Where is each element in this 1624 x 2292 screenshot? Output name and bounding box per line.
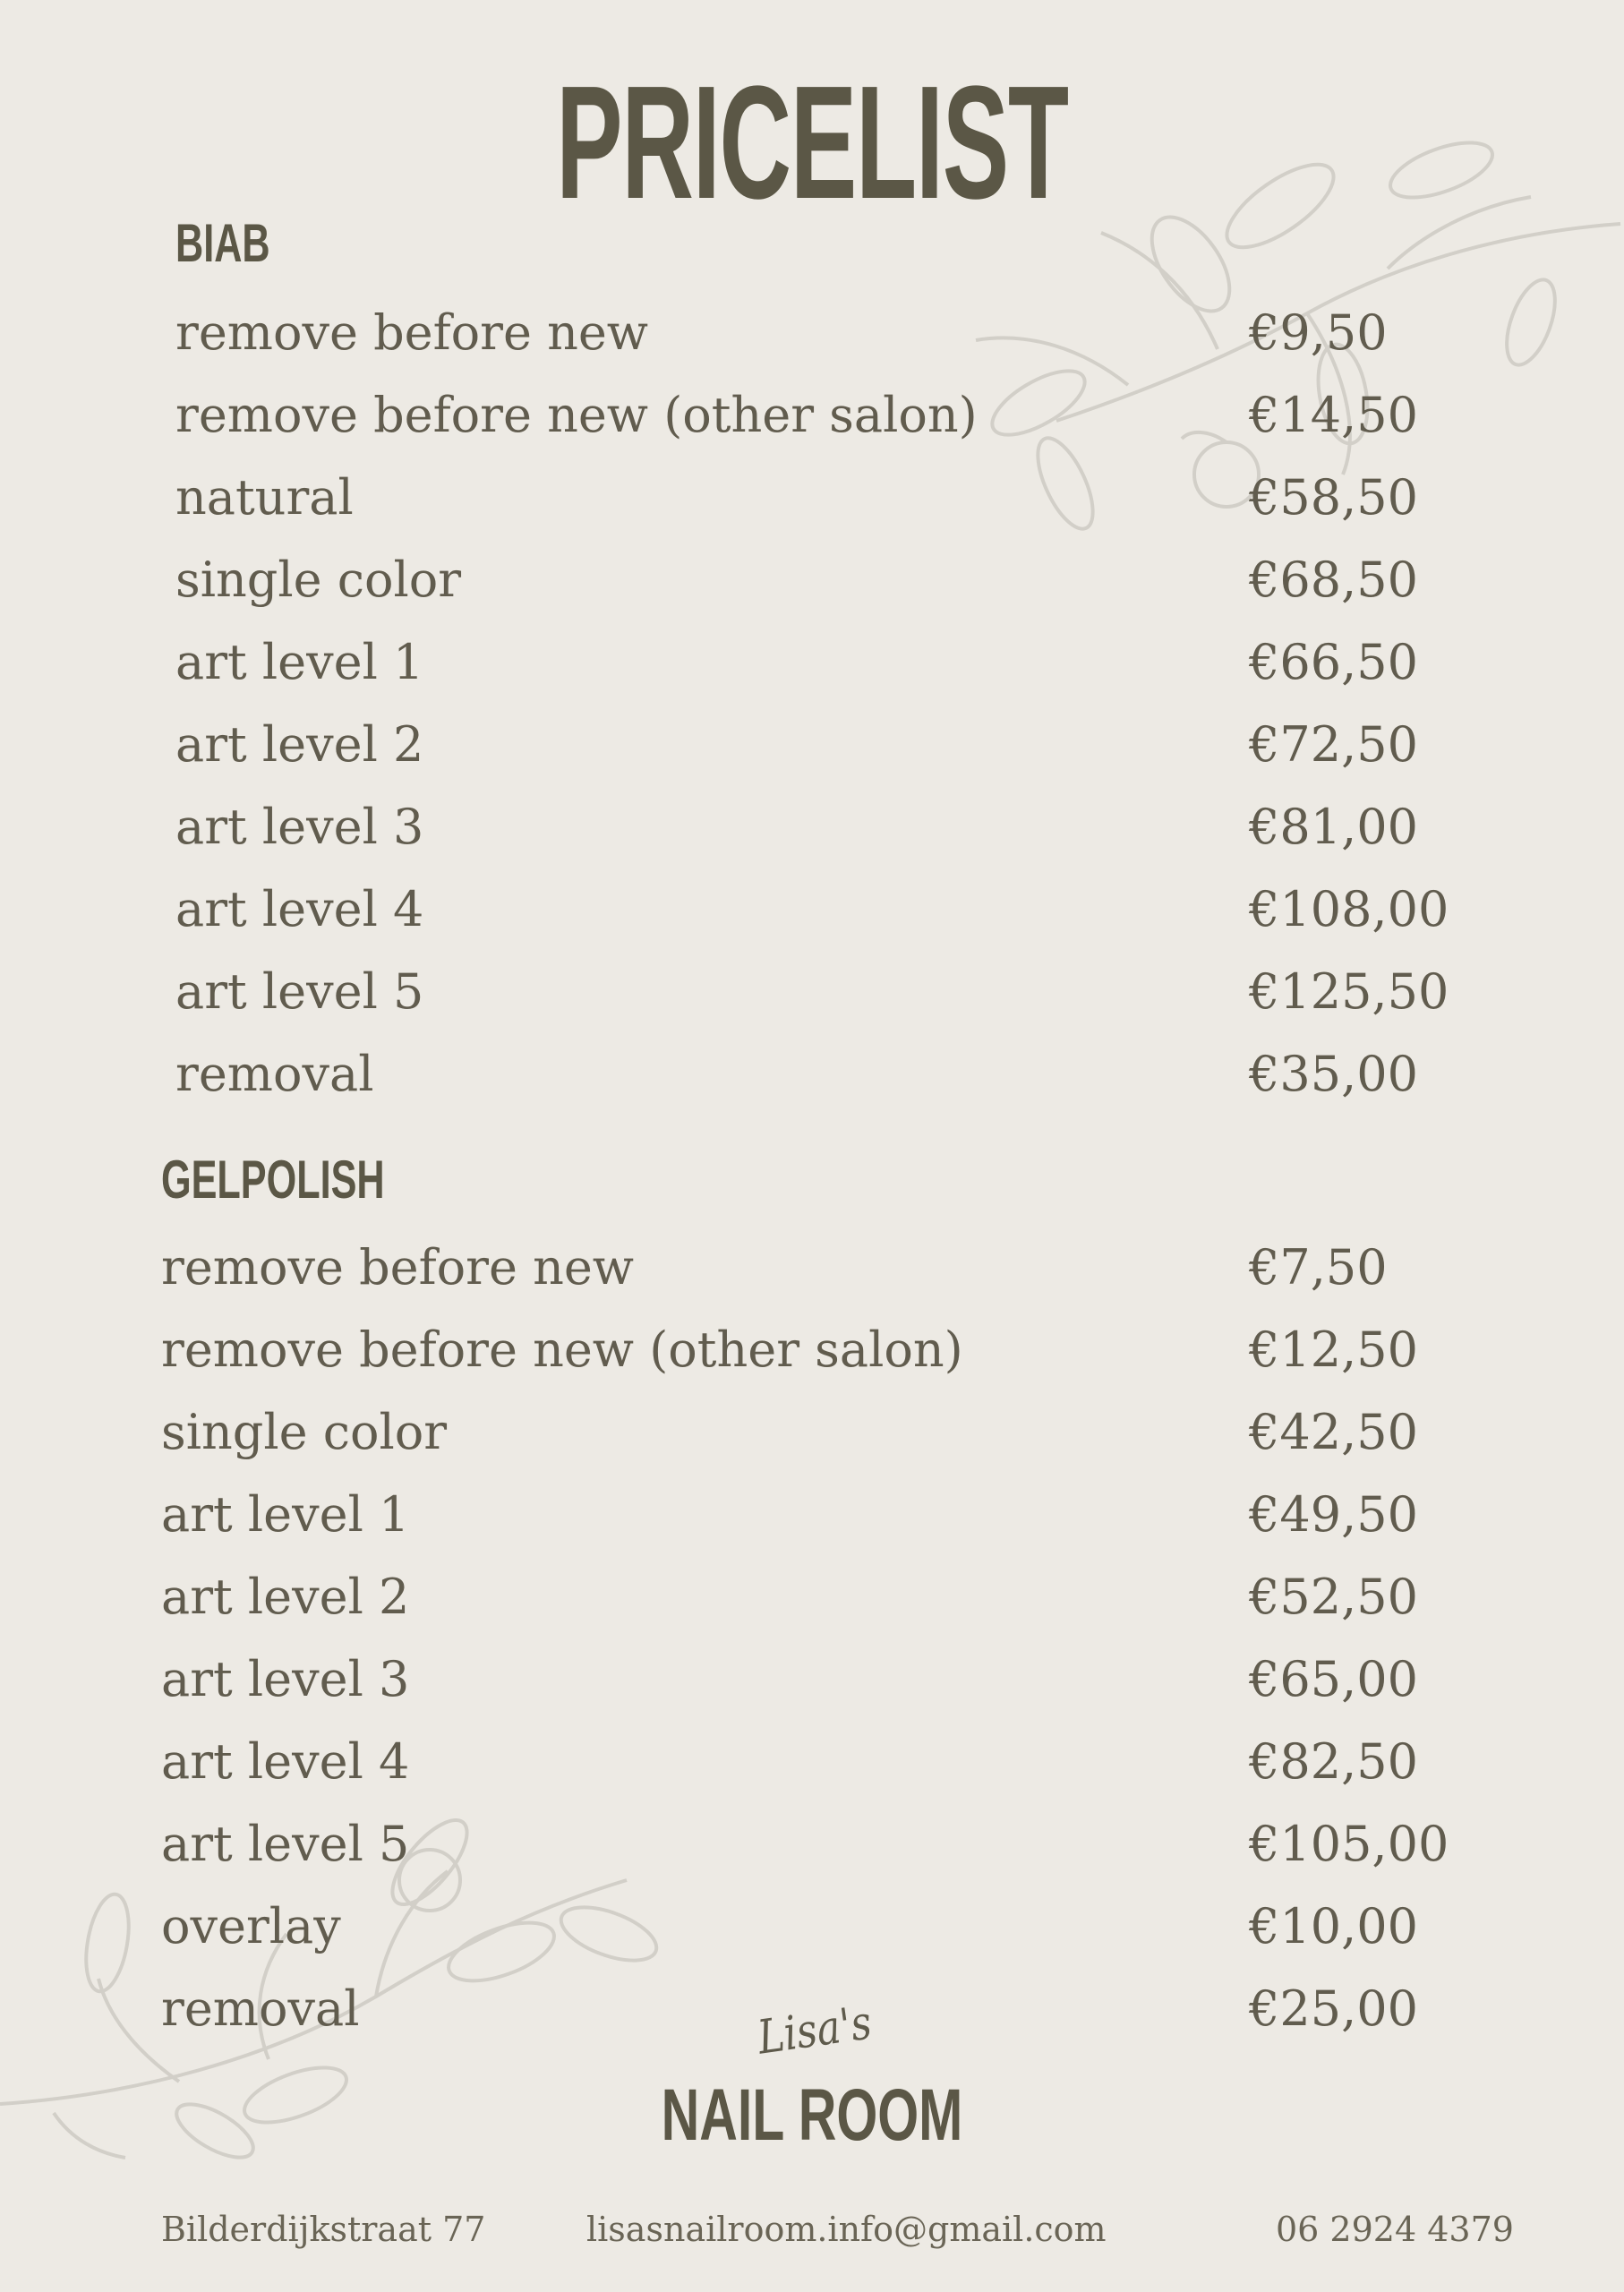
price-row bbox=[0, 1556, 1624, 1638]
section-heading-gelpolish: GELPOLISH bbox=[161, 1150, 385, 1210]
service-name: single color bbox=[161, 1404, 448, 1460]
service-name: art level 3 bbox=[175, 799, 424, 855]
price-row bbox=[0, 1309, 1624, 1391]
price-row bbox=[0, 1886, 1624, 1968]
service-price: €42,50 bbox=[1249, 1404, 1418, 1460]
service-price: €9,50 bbox=[1249, 304, 1388, 361]
service-name: remove before new (other salon) bbox=[175, 387, 978, 443]
price-row bbox=[0, 1227, 1624, 1309]
service-name: art level 1 bbox=[161, 1486, 410, 1543]
price-row bbox=[0, 292, 1624, 374]
price-row bbox=[0, 1474, 1624, 1556]
section-heading-biab: BIAB bbox=[175, 213, 270, 273]
price-row bbox=[0, 374, 1624, 457]
service-name: remove before new bbox=[161, 1239, 635, 1296]
service-name: natural bbox=[175, 469, 354, 526]
service-price: €25,00 bbox=[1249, 1980, 1418, 2037]
service-price: €58,50 bbox=[1249, 469, 1418, 526]
price-row bbox=[0, 704, 1624, 786]
service-name: remove before new (other salon) bbox=[161, 1321, 963, 1378]
logo-signature: Lisa's bbox=[754, 1996, 876, 2065]
price-row bbox=[0, 951, 1624, 1033]
service-name: art level 5 bbox=[175, 963, 424, 1020]
service-name: art level 1 bbox=[175, 634, 424, 690]
price-row bbox=[0, 868, 1624, 951]
service-price: €68,50 bbox=[1249, 552, 1418, 608]
service-name: art level 2 bbox=[161, 1569, 410, 1625]
price-row bbox=[0, 1721, 1624, 1803]
page-title: PRICELIST bbox=[556, 53, 1068, 233]
service-price: €72,50 bbox=[1249, 716, 1418, 773]
price-row bbox=[0, 457, 1624, 539]
price-row bbox=[0, 539, 1624, 621]
footer-address: Bilderdijkstraat 77 bbox=[161, 2210, 486, 2249]
service-price: €7,50 bbox=[1249, 1239, 1388, 1296]
service-price: €49,50 bbox=[1249, 1486, 1418, 1543]
service-price: €10,00 bbox=[1249, 1898, 1418, 1954]
service-name: remove before new bbox=[175, 304, 649, 361]
service-name: art level 4 bbox=[175, 881, 424, 937]
price-row bbox=[0, 1803, 1624, 1886]
price-row bbox=[0, 621, 1624, 704]
service-price: €35,00 bbox=[1249, 1046, 1418, 1102]
service-price: €81,00 bbox=[1249, 799, 1418, 855]
service-price: €14,50 bbox=[1249, 387, 1418, 443]
service-name: overlay bbox=[161, 1898, 341, 1954]
service-price: €66,50 bbox=[1249, 634, 1418, 690]
service-name: art level 5 bbox=[161, 1816, 410, 1872]
service-name: art level 3 bbox=[161, 1651, 410, 1707]
service-name: removal bbox=[161, 1980, 360, 2037]
service-price: €65,00 bbox=[1249, 1651, 1418, 1707]
service-price: €108,00 bbox=[1249, 881, 1449, 937]
logo-wordmark: NAIL ROOM bbox=[661, 2074, 963, 2156]
price-row bbox=[0, 1033, 1624, 1116]
service-price: €82,50 bbox=[1249, 1733, 1418, 1790]
price-row bbox=[0, 1391, 1624, 1474]
service-price: €52,50 bbox=[1249, 1569, 1418, 1625]
service-price: €125,50 bbox=[1249, 963, 1449, 1020]
footer-phone[interactable]: 06 2924 4379 bbox=[1276, 2210, 1514, 2249]
service-name: art level 4 bbox=[161, 1733, 410, 1790]
service-price: €105,00 bbox=[1249, 1816, 1449, 1872]
price-row bbox=[0, 786, 1624, 868]
footer-email[interactable]: lisasnailroom.info@gmail.com bbox=[586, 2210, 1107, 2249]
service-price: €12,50 bbox=[1249, 1321, 1418, 1378]
price-row bbox=[0, 1638, 1624, 1721]
service-name: single color bbox=[175, 552, 462, 608]
service-name: removal bbox=[175, 1046, 374, 1102]
service-name: art level 2 bbox=[175, 716, 424, 773]
